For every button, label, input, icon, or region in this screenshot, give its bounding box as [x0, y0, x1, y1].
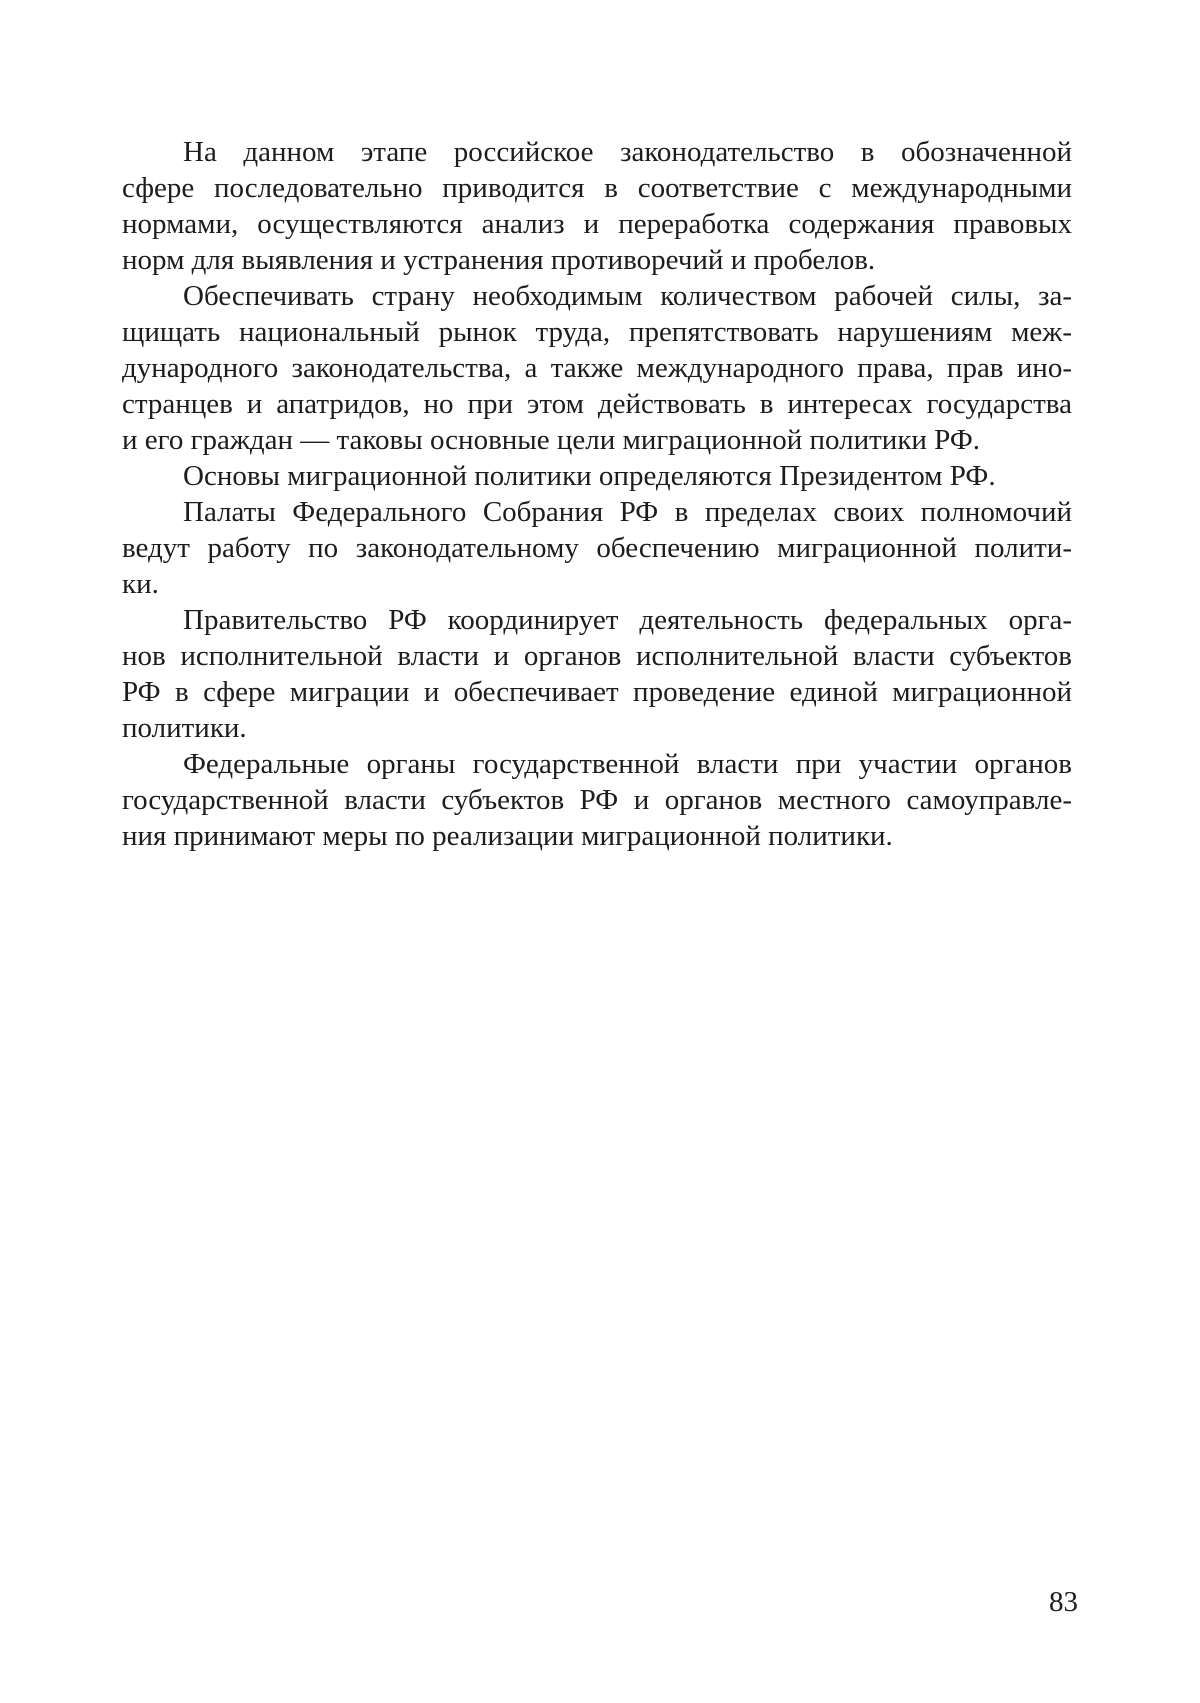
paragraph: [122, 134, 1072, 278]
page-number: 83: [1049, 1586, 1078, 1618]
text-line: щищать национальный рынок труда, препятствовать нарушениям меж-: [122, 316, 1072, 348]
text-line: нов исполнительной власти и органов исполнительной власти субъектов: [122, 640, 1072, 672]
paragraph: [122, 602, 1072, 746]
paragraph: [122, 494, 1072, 602]
paragraph: [122, 746, 1072, 854]
paragraph: [122, 278, 1072, 458]
text-line: На данном этапе российское законодательство в обозначенной: [183, 136, 1072, 168]
text-line: странцев и апатридов, но при этом действовать в интересах государства: [122, 388, 1072, 420]
text-line: государственной власти субъектов РФ и органов местного самоуправле-: [122, 784, 1072, 816]
text-line: РФ в сфере миграции и обеспечивает проведение единой миграционной: [122, 676, 1072, 708]
text-line: Палаты Федерального Собрания РФ в пределах своих полномочий: [183, 496, 1072, 528]
text-line: политики.: [122, 712, 247, 744]
text-line: ки.: [122, 568, 159, 600]
paragraph: [122, 458, 1072, 494]
text-line: дународного законодательства, а также международного права, прав ино-: [122, 352, 1072, 384]
text-line: ния принимают меры по реализации миграционной политики.: [122, 820, 893, 852]
text-line: нормами, осуществляются анализ и переработка содержания правовых: [122, 208, 1072, 240]
text-line: сфере последовательно приводится в соответствие с международными: [122, 172, 1072, 204]
text-line: ведут работу по законодательному обеспечению миграционной полити-: [122, 532, 1072, 564]
text-line: норм для выявления и устранения противоречий и пробелов.: [122, 244, 876, 276]
text-line: Правительство РФ координирует деятельность федеральных орга-: [183, 604, 1072, 636]
text-block: [122, 134, 1072, 854]
text-line: Основы миграционной политики определяются Президентом РФ.: [183, 460, 996, 492]
text-line: Обеспечивать страну необходимым количеством рабочей силы, за-: [183, 280, 1072, 312]
text-line: Федеральные органы государственной власти при участии органов: [183, 748, 1072, 780]
text-line: и его граждан — таковы основные цели миграционной политики РФ.: [122, 424, 980, 456]
